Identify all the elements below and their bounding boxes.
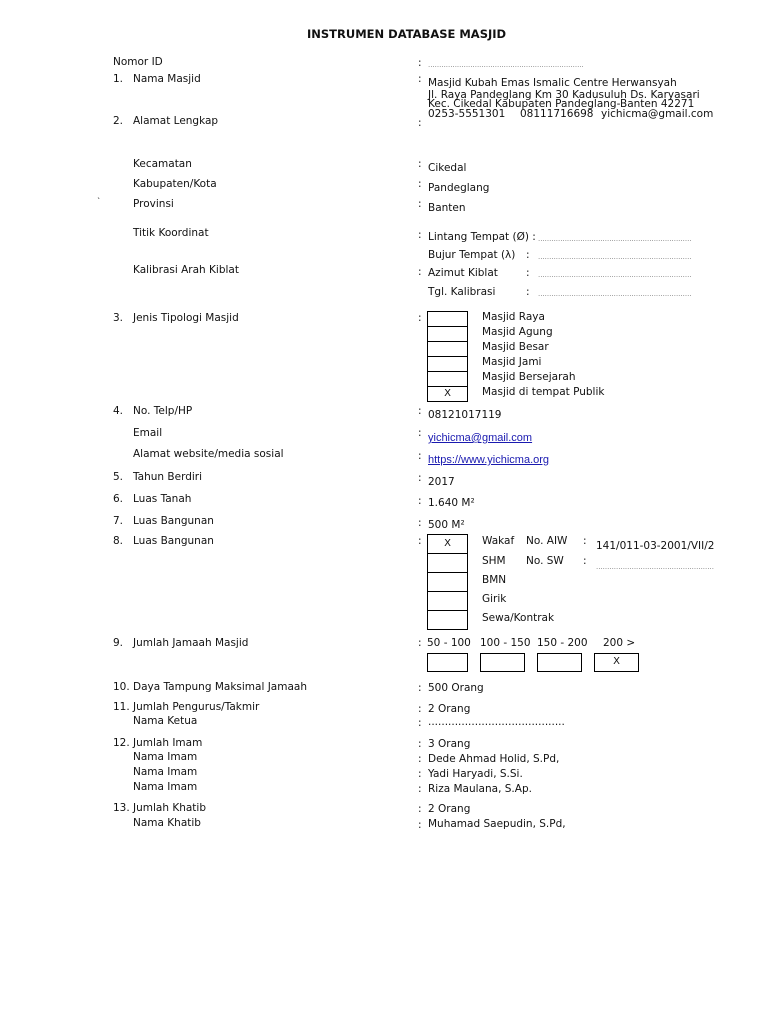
status-checkbox[interactable]: [427, 553, 468, 573]
bujur-label: Bujur Tempat (λ): [428, 249, 516, 261]
tipologi-option: Masjid di tempat Publik: [482, 386, 605, 398]
colon: :: [418, 57, 422, 69]
daya-tampung-value: 500 Orang: [428, 682, 484, 694]
status-option: Wakaf: [482, 535, 515, 547]
tipologi-label: Jenis Tipologi Masjid: [133, 312, 239, 324]
provinsi-label: Provinsi: [133, 198, 174, 210]
tipologi-checkbox[interactable]: [427, 341, 468, 357]
alamat-email: yichicma@gmail.com: [601, 108, 714, 120]
lintang-label: Lintang Tempat (Ø) :: [428, 231, 536, 243]
imam-name: Yadi Haryadi, S.Si.: [428, 768, 523, 780]
imam-value: 3 Orang: [428, 738, 471, 750]
azimut-value: .....................................................................: [538, 271, 692, 279]
check-mark: X: [444, 538, 451, 549]
stray-mark: `: [97, 197, 101, 206]
item-number: 4.: [113, 405, 124, 417]
bujur-value: .....................................................................: [538, 253, 692, 261]
tipologi-option: Masjid Jami: [482, 356, 542, 368]
kecamatan-value: Cikedal: [428, 162, 467, 174]
colon: :: [418, 768, 422, 780]
tipologi-option: Masjid Bersejarah: [482, 371, 576, 383]
email-link[interactable]: yichicma@gmail.com: [428, 432, 533, 444]
colon: :: [418, 803, 422, 815]
colon: :: [418, 229, 422, 241]
ketua-value: .........................................: [428, 716, 565, 728]
lintang-value: .....................................................................: [538, 235, 692, 243]
item-number: 12.: [113, 737, 130, 749]
colon: :: [583, 555, 587, 567]
status-checkbox-checked[interactable]: [427, 534, 468, 554]
imam-name-label: Nama Imam: [133, 751, 198, 763]
daya-tampung-label: Daya Tampung Maksimal Jamaah: [133, 681, 307, 693]
tahun-label: Tahun Berdiri: [133, 471, 203, 483]
kalibrasi-label: Kalibrasi Arah Kiblat: [133, 264, 239, 276]
ketua-label: Nama Ketua: [133, 715, 198, 727]
colon: :: [418, 783, 422, 795]
khatib-name-label: Nama Khatib: [133, 817, 201, 829]
nama-masjid-value: Masjid Kubah Emas Ismalic Centre Herwansyah: [428, 77, 677, 89]
jamaah-range: 50 - 100: [427, 637, 471, 649]
jamaah-checkbox[interactable]: [480, 653, 525, 672]
imam-name: Riza Maulana, S.Ap.: [428, 783, 532, 795]
colon: :: [418, 117, 422, 129]
alamat-label: Alamat Lengkap: [133, 115, 219, 127]
colon: :: [418, 158, 422, 170]
colon: :: [418, 495, 422, 507]
nama-masjid-label: Nama Masjid: [133, 73, 201, 85]
tipologi-checkbox[interactable]: [427, 326, 468, 342]
item-number: 3.: [113, 312, 124, 324]
jamaah-label: Jumlah Jamaah Masjid: [133, 637, 249, 649]
imam-name: Dede Ahmad Holid, S.Pd,: [428, 753, 560, 765]
alamat-line2: Kec. Cikedal Kabupaten Pandeglang-Banten 42271: [428, 98, 695, 110]
luas-tanah-value: 1.640 M²: [428, 497, 475, 509]
luas-bangunan-label: Luas Bangunan: [133, 515, 214, 527]
aiw-label: No. AIW: [526, 535, 568, 547]
check-mark: X: [613, 656, 620, 667]
item-number: 6.: [113, 493, 124, 505]
jamaah-range: 150 - 200: [537, 637, 588, 649]
colon: :: [418, 517, 422, 529]
tgl-kalibrasi-value: .....................................................................: [538, 290, 692, 298]
colon: :: [418, 717, 422, 729]
status-checkbox[interactable]: [427, 610, 468, 630]
colon: :: [418, 472, 422, 484]
tipologi-checkbox[interactable]: [427, 356, 468, 372]
status-option: SHM: [482, 555, 506, 567]
khatib-value: 2 Orang: [428, 803, 471, 815]
item-number: 5.: [113, 471, 124, 483]
colon: :: [526, 286, 530, 298]
colon: :: [418, 682, 422, 694]
status-option: Girik: [482, 593, 507, 605]
jamaah-checkbox-checked[interactable]: [594, 653, 639, 672]
aiw-value: 141/011-03-2001/VII/2: [596, 540, 715, 552]
item-number: 13.: [113, 802, 130, 814]
item-number: 9.: [113, 637, 124, 649]
status-checkbox[interactable]: [427, 572, 468, 592]
item-number: 8.: [113, 535, 124, 547]
telp-value: 08121017119: [428, 409, 502, 421]
tgl-kalibrasi-label: Tgl. Kalibrasi: [428, 286, 496, 298]
page-title: INSTRUMEN DATABASE MASJID: [307, 27, 507, 41]
status-option: Sewa/Kontrak: [482, 612, 555, 624]
tipologi-checkbox-checked[interactable]: [427, 386, 468, 402]
status-tanah-label: Luas Bangunan: [133, 535, 214, 547]
item-number: 11.: [113, 701, 130, 713]
colon: :: [418, 819, 422, 831]
check-mark: X: [444, 388, 451, 399]
colon: :: [418, 198, 422, 210]
kabupaten-value: Pandeglang: [428, 182, 490, 194]
kabupaten-label: Kabupaten/Kota: [133, 178, 217, 190]
colon: :: [418, 73, 422, 85]
colon: :: [418, 703, 422, 715]
colon: :: [418, 266, 422, 278]
alamat-phone2: 08111716698: [520, 108, 594, 120]
tipologi-checkbox[interactable]: [427, 371, 468, 387]
imam-label: Jumlah Imam: [133, 737, 203, 749]
luas-tanah-label: Luas Tanah: [133, 493, 192, 505]
colon: :: [418, 753, 422, 765]
item-number: 1.: [113, 73, 124, 85]
colon: :: [418, 178, 422, 190]
tipologi-option: Masjid Besar: [482, 341, 549, 353]
tipologi-option: Masjid Raya: [482, 311, 545, 323]
khatib-label: Jumlah Khatib: [133, 802, 206, 814]
azimut-label: Azimut Kiblat: [428, 267, 498, 279]
pengurus-value: 2 Orang: [428, 703, 471, 715]
jamaah-checkbox[interactable]: [427, 653, 468, 672]
alamat-phone1: 0253-5551301: [428, 108, 506, 120]
colon: :: [418, 738, 422, 750]
colon: :: [418, 637, 422, 649]
jamaah-range: 100 - 150: [480, 637, 531, 649]
colon: :: [418, 405, 422, 417]
kecamatan-label: Kecamatan: [133, 158, 192, 170]
imam-name-label: Nama Imam: [133, 766, 198, 778]
tipologi-option: Masjid Agung: [482, 326, 553, 338]
provinsi-value: Banten: [428, 202, 466, 214]
nomor-id-value: ......................................................................: [428, 61, 584, 69]
luas-bangunan-value: 500 M²: [428, 519, 465, 531]
tahun-value: 2017: [428, 476, 455, 488]
sw-value: .....................................................: [596, 563, 714, 571]
jamaah-range: 200 >: [603, 637, 636, 649]
sw-label: No. SW: [526, 555, 564, 567]
colon: :: [526, 267, 530, 279]
item-number: 10.: [113, 681, 130, 693]
pengurus-label: Jumlah Pengurus/Takmir: [133, 701, 260, 713]
website-label: Alamat website/media sosial: [133, 448, 284, 460]
colon: :: [418, 312, 422, 324]
colon: :: [526, 249, 530, 261]
status-option: BMN: [482, 574, 507, 586]
item-number: 2.: [113, 115, 124, 127]
alamat-line1: Jl. Raya Pandeglang Km 30 Kadusuluh Ds. Karyasari: [428, 89, 700, 101]
khatib-name: Muhamad Saepudin, S.Pd,: [428, 818, 566, 830]
colon: :: [418, 427, 422, 439]
tipologi-checkbox[interactable]: [427, 311, 468, 327]
jamaah-checkbox[interactable]: [537, 653, 582, 672]
colon: :: [583, 535, 587, 547]
colon: :: [418, 450, 422, 462]
email-label: Email: [133, 427, 163, 439]
nomor-id-label: Nomor ID: [113, 56, 163, 68]
item-number: 7.: [113, 515, 124, 527]
imam-name-label: Nama Imam: [133, 781, 198, 793]
telp-label: No. Telp/HP: [133, 405, 193, 417]
website-link[interactable]: https://www.yichicma.org: [428, 454, 550, 466]
colon: :: [418, 535, 422, 547]
koordinat-label: Titik Koordinat: [133, 227, 209, 239]
status-checkbox[interactable]: [427, 591, 468, 611]
